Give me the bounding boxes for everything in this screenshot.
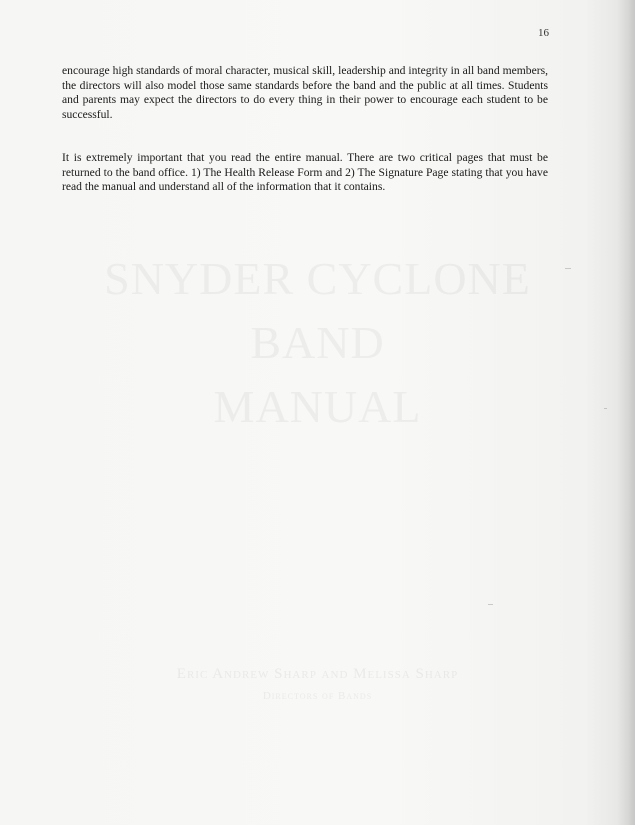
scan-speck <box>488 604 493 605</box>
watermark-directors-title: Directors of Bands <box>262 690 373 702</box>
watermark-title-line-3: MANUAL <box>213 381 422 432</box>
watermark-title-line-2: BAND <box>250 317 385 368</box>
watermark-directors-names: Eric Andrew Sharp and Melissa Sharp <box>176 666 459 682</box>
body-paragraph-2: It is extremely important that you read the entire manual. There are two critical pages that must be returned to the band office. 1) The Health Release Form and 2) The Signature Page stating that you have read the manual and understand all of the information that it contains. <box>62 151 548 194</box>
scan-speck <box>604 408 607 409</box>
page-number: 16 <box>538 27 549 39</box>
watermark-title-line-1: SNYDER CYCLONE <box>104 253 531 304</box>
body-paragraph-1: encourage high standards of moral character, musical skill, leadership and integrity in all band members, the directors will also model those same standards before the band and the public at all times. Students and parents may expect the directors to do every thing in their power to encourage each student to be successful. <box>62 64 548 121</box>
scan-speck <box>565 268 571 269</box>
